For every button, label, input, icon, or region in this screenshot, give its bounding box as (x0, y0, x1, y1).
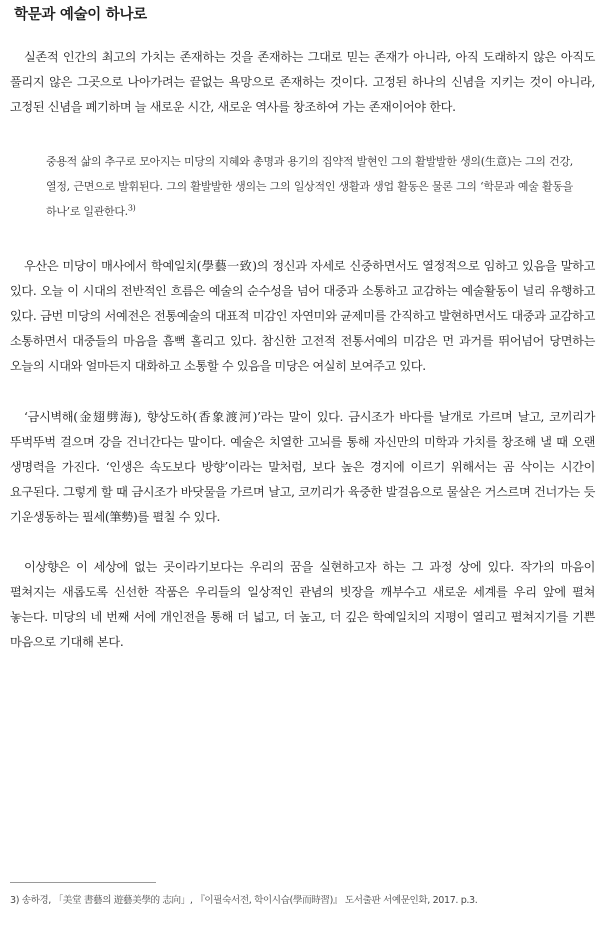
block-quote (46, 149, 573, 224)
footnote: 3) 송하경, 「美堂 書藝의 遊藝美學的 志向」, 『이필숙서전, 학이시습(學而時習)』 도서출판 서예문인화, 2017. p.3. (10, 895, 478, 906)
paragraph-2: 우산은 미당이 매사에서 학예일치(學藝一致)의 정신과 자세로 신중하면서도 열정적으로 임하고 있음을 말하고 있다. 오늘 이 시대의 전반적인 흐름은 예술의 순수성을 넘어 대중과 소통하고 교감하는 예술활동이 널리 유행하고 있다. 금번 미당의 서예전은 전통예술의 대표적 미감인 자연미와 균제미를 간직하고 발현하면서도 대중과 교감하고 소통하면서 대중들의 마음을 흠뻑 홀리고 있다. 참신한 고전적 전통서예의 미감은 먼 과거를 뛰어넘어 당면하는 오늘의 시대와 얼마든지 대화하고 소통할 수 있음을 미당은 여실히 보여주고 있다. (10, 259, 595, 373)
block-quote-text: 중용적 삶의 추구로 모아지는 미당의 지혜와 총명과 용기의 집약적 발현인 그의 활발발한 생의(生意)는 그의 건강, 열정, 근면으로 발휘된다. 그의 활발발한 생의는 그의 일상적인 생활과 생업 활동은 물론 그의 ‘학문과 예술 활동을 하나’로 일관한다. (46, 155, 573, 218)
section-title: 학문과 예술이 하나로 (14, 7, 147, 23)
paragraph-4: 이상향은 이 세상에 없는 곳이라기보다는 우리의 꿈을 실현하고자 하는 그 과정 상에 있다. 작가의 마음이 펼쳐지는 새롭도록 신선한 작품은 우리들의 일상적인 관념의 빗장을 깨부수고 새로운 세계를 우리 앞에 펼쳐 놓는다. 미당의 네 번째 서에 개인전을 통해 더 넓고, 더 높고, 더 깊은 학예일치의 지평이 열리고 펼쳐지기를 기쁜 마음으로 기대해 본다. (10, 560, 595, 649)
footnote-reference[interactable]: 3) (127, 203, 136, 213)
footnote-divider (10, 882, 156, 883)
paragraph-1: 실존적 인간의 최고의 가치는 존재하는 것을 존재하는 그대로 믿는 존재가 아니라, 아직 도래하지 않은 아직도 풀리지 않은 그곳으로 나아가려는 끝없는 욕망으로 존재하는 것이다. 고정된 하나의 신념을 지키는 것이 아니라, 고정된 신념을 폐기하며 늘 새로운 시간, 새로운 역사를 창조하여 가는 존재이어야 한다. (10, 50, 595, 114)
paragraph-3: ‘금시벽해(金翅劈海), 향상도하(香象渡河)’라는 말이 있다. 금시조가 바다를 날개로 가르며 날고, 코끼리가 뚜벅뚜벅 걸으며 강을 건너간다는 말이다. 예술은 치열한 고뇌를 통해 자신만의 미학과 가치를 창조해 낼 때 오랜 생명력을 가진다. ‘인생은 속도보다 방향’이라는 말처럼, 보다 높은 경지에 이르기 위해서는 곰 삭이는 시간이 요구된다. 그렇게 할 때 금시조가 바닷물을 가르며 날고, 코끼리가 육중한 발걸음으로 물살은 거스르며 건너가는 듯 기운생동하는 필세(筆勢)를 펼칠 수 있다. (10, 410, 595, 524)
